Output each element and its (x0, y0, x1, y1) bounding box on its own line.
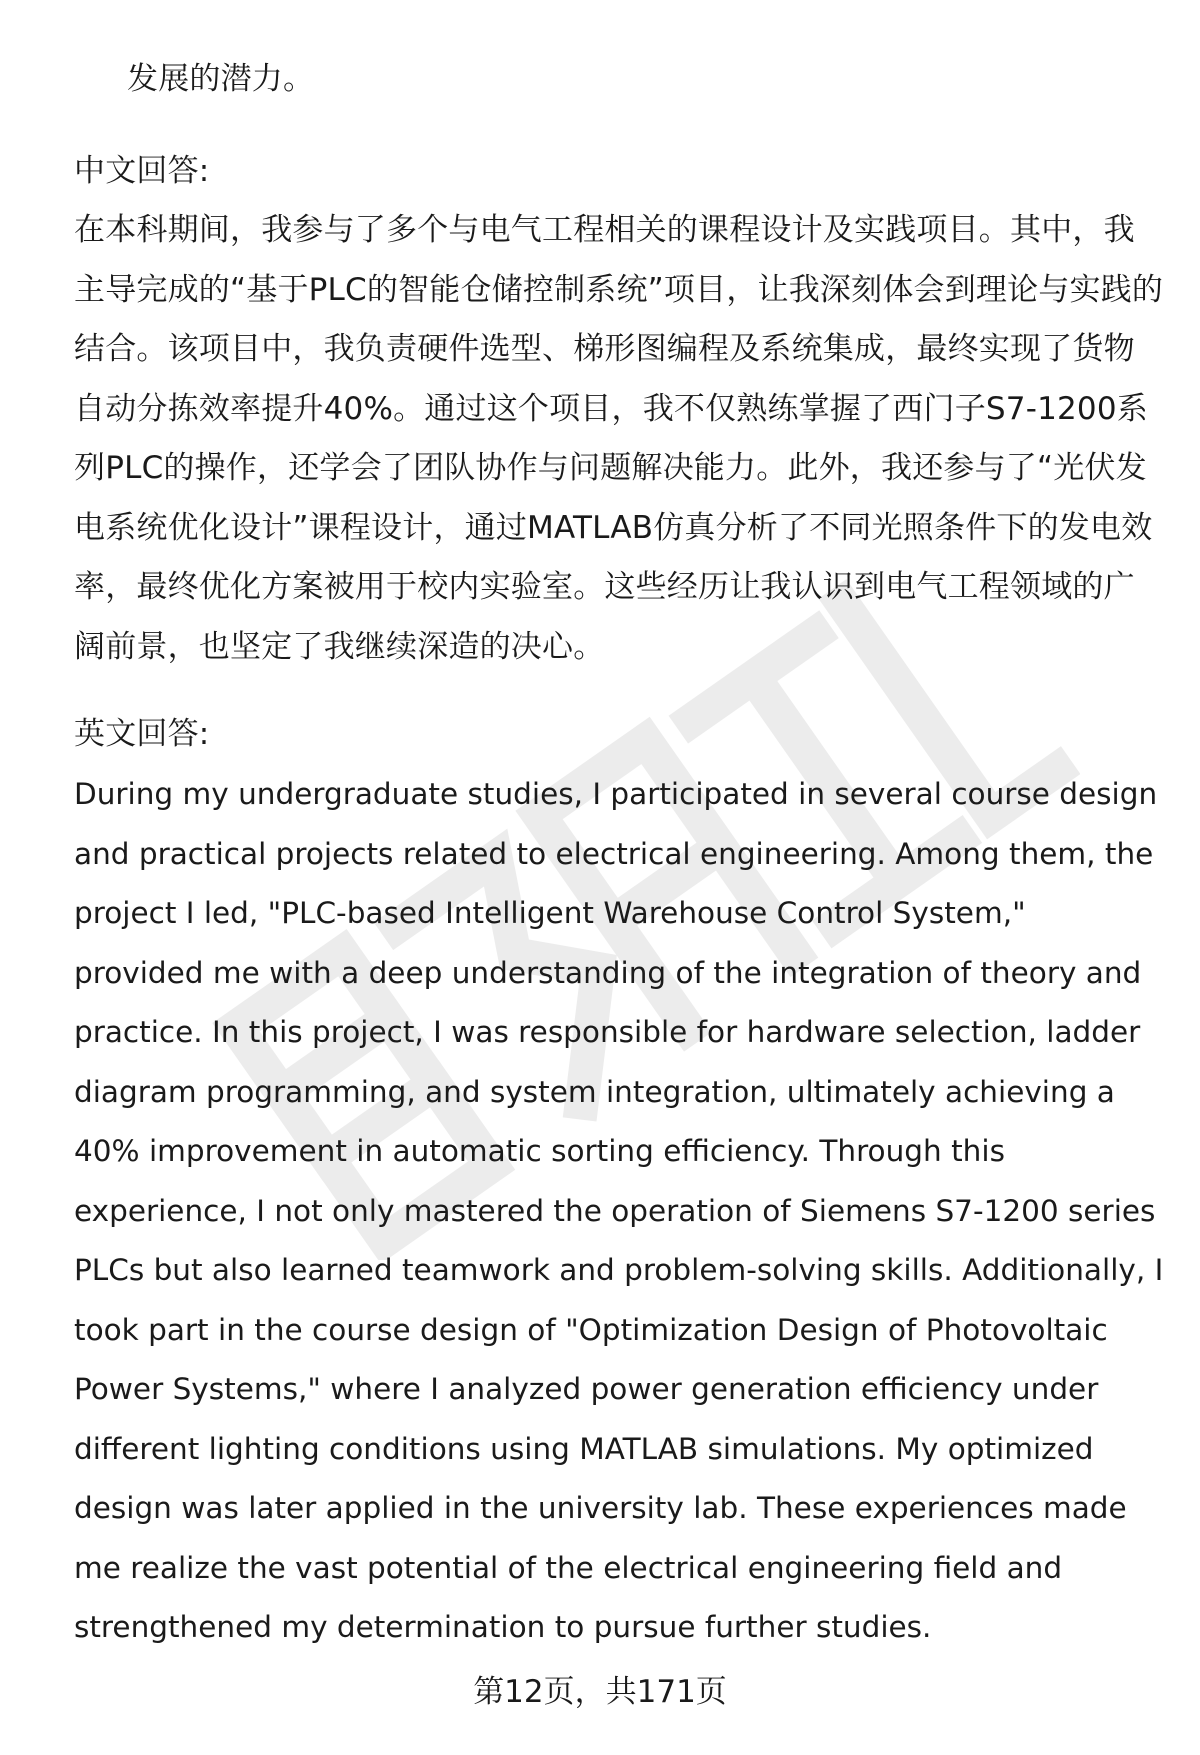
page-number-footer: 第12页，共171页 (473, 1674, 727, 1710)
continuation-text: 发展的潜力。 (127, 61, 315, 97)
english-answer-body: During my undergraduate studies, I participated in several course design and practical projects related to electrical engineering. Among them, the project I led, "PLC-based Intelligent Warehouse Control System," provided me with a deep understanding of the integration of theory and practice. In this project, I was responsible for hardware selection, ladder diagram programming, and system integration, ultimately achieving a 40% improvement in automatic sorting efficiency. Through this experience, I not only mastered the operation of Siemens S7-1200 series PLCs but also learned teamwork and problem-solving skills. Additionally, I took part in the course design of "Optimization Design of Photovoltaic Power Systems," where I analyzed power generation efficiency under different lighting conditions using MATLAB simulations. My optimized design was later applied in the university lab. These experiences made me realize the vast potential of the electrical engineering field and strengthened my determination to pursue further studies. (74, 777, 1164, 1644)
chinese-answer-heading: 中文回答: (74, 153, 210, 189)
english-answer-heading: 英文回答: (74, 716, 210, 752)
chinese-answer-body: 在本科期间，我参与了多个与电气工程相关的课程设计及实践项目。其中，我主导完成的“基于PLC的智能仓储控制系统”项目，让我深刻体会到理论与实践的结合。该项目中，我负责硬件选型、梯形图编程及系统集成，最终实现了货物自动分拣效率提升40%。通过这个项目，我不仅熟练掌握了西门子S7-1200系列PLC的操作，还学会了团队协作与问题解决能力。此外，我还参与了“光伏发电系统优化设计”课程设计，通过MATLAB仿真分析了不同光照条件下的发电效率，最终优化方案被用于校内实验室。这些经历让我认识到电气工程领域的广阔前景，也坚定了我继续深造的决心。 (74, 212, 1164, 665)
